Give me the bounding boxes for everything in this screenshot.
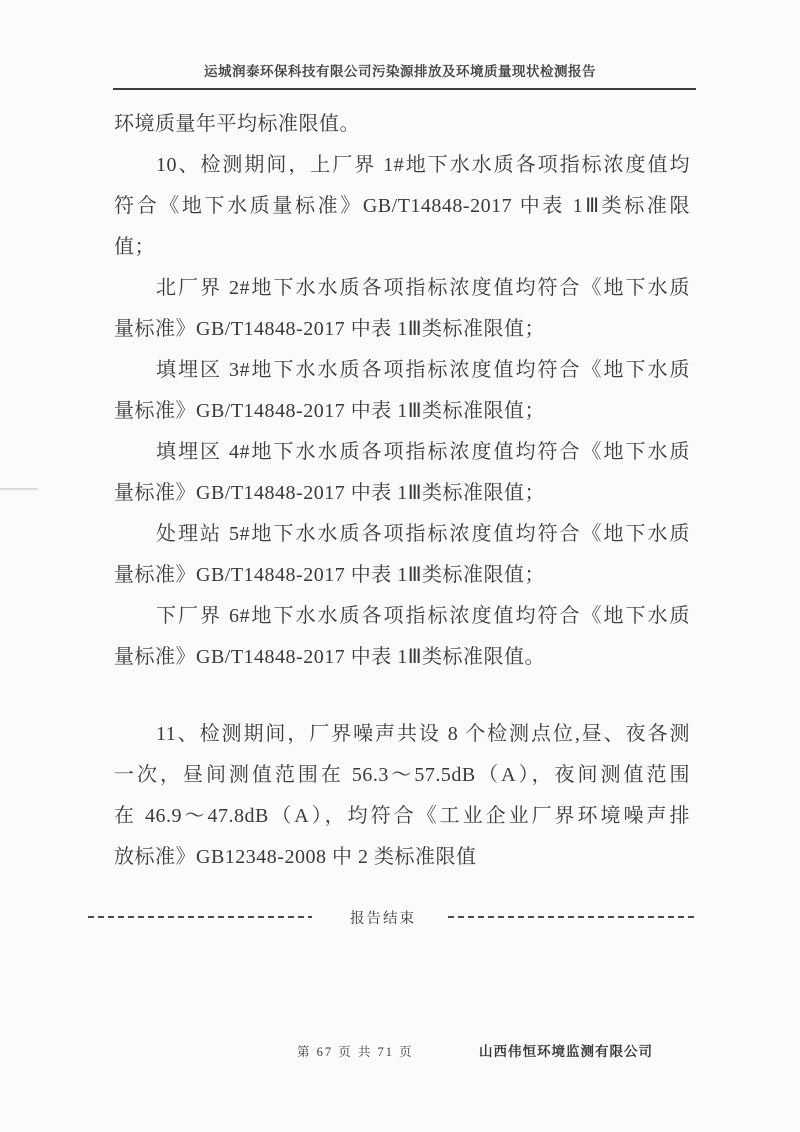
header-rule bbox=[113, 88, 696, 90]
scan-artifact bbox=[0, 488, 38, 490]
body-line: 值； bbox=[114, 236, 155, 258]
dashed-line-right bbox=[448, 916, 694, 918]
paragraph bbox=[114, 268, 690, 350]
body-line: 量标准》GB/T14848-2017 中表 1Ⅲ类标准限值。 bbox=[114, 646, 546, 668]
paragraph bbox=[114, 432, 690, 514]
paragraph bbox=[114, 350, 690, 432]
body-line: 量标准》GB/T14848-2017 中表 1Ⅲ类标准限值； bbox=[114, 564, 546, 586]
body-line: 11、检测期间，厂界噪声共设 8 个检测点位,昼、夜各测 bbox=[156, 723, 690, 745]
report-body bbox=[114, 104, 690, 878]
dashed-line-left bbox=[88, 916, 312, 918]
body-line: 符合《地下水质量标准》GB/T14848-2017 中表 1Ⅲ类标准限 bbox=[114, 195, 690, 217]
body-line: 处理站 5#地下水水质各项指标浓度值均符合《地下水质 bbox=[156, 523, 690, 545]
paragraph bbox=[114, 714, 690, 878]
footer-page-number: 第 67 页 共 71 页 bbox=[297, 1045, 414, 1059]
body-line: 在 46.9～47.8dB（A），均符合《工业企业厂界环境噪声排 bbox=[114, 805, 690, 827]
body-line: 量标准》GB/T14848-2017 中表 1Ⅲ类标准限值； bbox=[114, 482, 546, 504]
paragraph bbox=[114, 104, 690, 145]
body-line: 填埋区 4#地下水水质各项指标浓度值均符合《地下水质 bbox=[156, 441, 690, 463]
body-line: 10、检测期间，上厂界 1#地下水水质各项指标浓度值均 bbox=[156, 154, 690, 176]
paragraph bbox=[114, 514, 690, 596]
report-end-separator bbox=[88, 902, 694, 932]
body-line: 量标准》GB/T14848-2017 中表 1Ⅲ类标准限值； bbox=[114, 318, 546, 340]
body-line: 填埋区 3#地下水水质各项指标浓度值均符合《地下水质 bbox=[156, 359, 690, 381]
body-line: 环境质量年平均标准限值。 bbox=[114, 113, 360, 135]
body-line: 一次，昼间测值范围在 56.3～57.5dB（A），夜间测值范围 bbox=[114, 764, 690, 786]
body-line: 量标准》GB/T14848-2017 中表 1Ⅲ类标准限值； bbox=[114, 400, 546, 422]
paragraph bbox=[114, 145, 690, 268]
header-title: 运城润泰环保科技有限公司污染源排放及环境质量现状检测报告 bbox=[204, 64, 596, 79]
footer-company-name: 山西伟恒环境监测有限公司 bbox=[479, 1044, 653, 1059]
report-end-label: 报告结束 bbox=[350, 910, 416, 927]
body-line: 北厂界 2#地下水水质各项指标浓度值均符合《地下水质 bbox=[156, 277, 690, 299]
paragraph bbox=[114, 596, 690, 678]
body-line: 放标准》GB12348-2008 中 2 类标准限值 bbox=[114, 846, 477, 868]
page-footer bbox=[0, 1040, 800, 1062]
body-line: 下厂界 6#地下水水质各项指标浓度值均符合《地下水质 bbox=[156, 605, 690, 627]
